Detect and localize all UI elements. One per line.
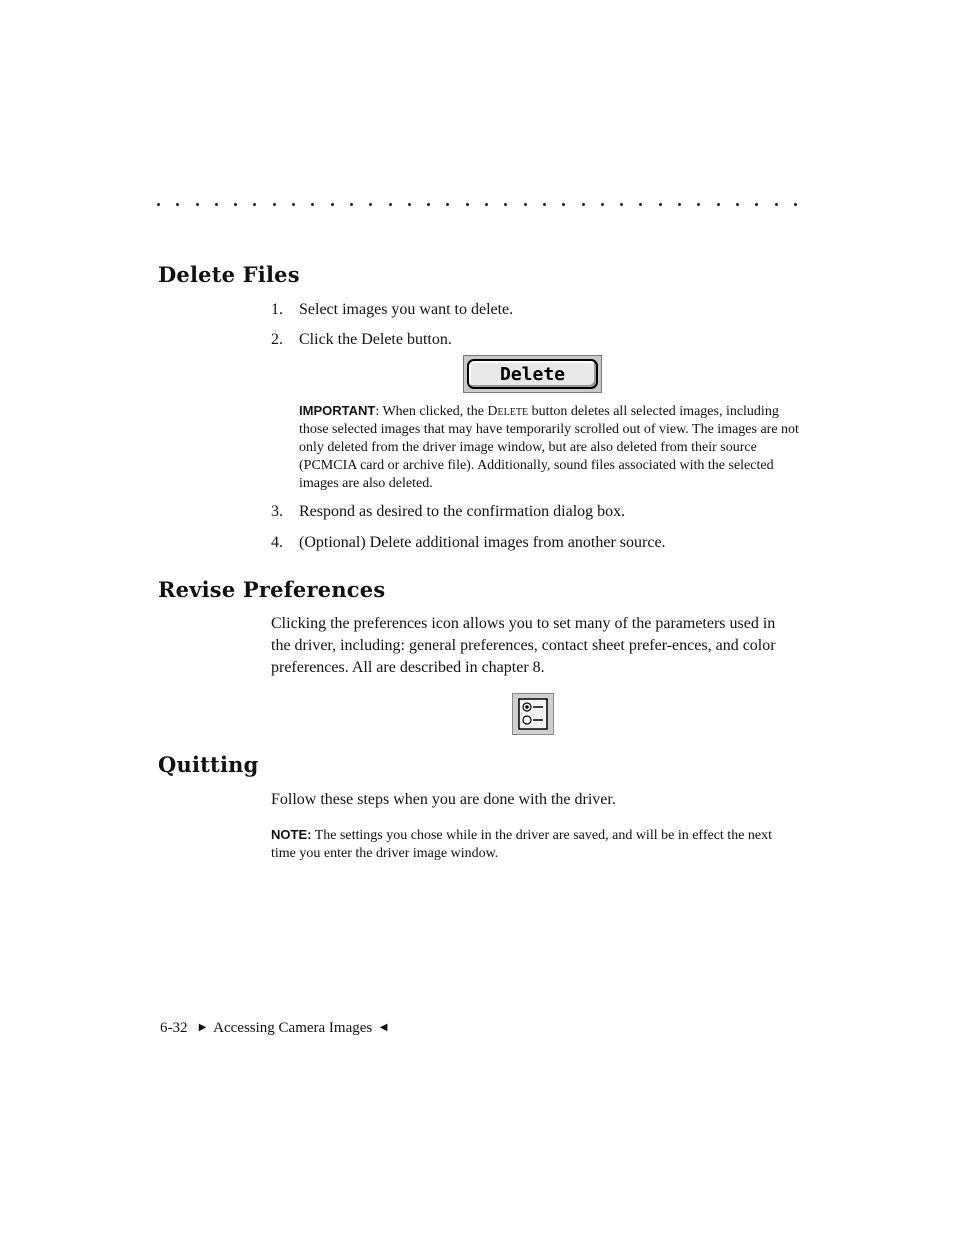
left-triangle-icon: ◀	[379, 1022, 388, 1033]
important-text-post: button deletes all selected images, including those selected images that may have temporarily scrolled out of view. The images are not only deleted from the driver image window, but are also deleted from their source (PCMCIA card or archive file). Additionally, sound files associated with the selected images are also deleted.	[299, 404, 799, 491]
important-note	[299, 402, 799, 493]
delete-reference: Delete	[487, 404, 529, 419]
heading-revise-preferences: Revise Preferences	[158, 577, 386, 602]
step-text: Select images you want to delete.	[299, 301, 514, 318]
preferences-paragraph: Clicking the preferences icon allows you to set many of the parameters used in the driver, including: general preferences, contact sheet prefer-ences, and color preferences. All are described in chapter 8.	[271, 615, 776, 676]
delete-button-illustration	[463, 355, 602, 393]
step-number: 1.	[271, 301, 283, 318]
delete-button-label: Delete	[467, 359, 598, 389]
page-footer	[160, 1018, 387, 1038]
right-triangle-icon: ▶	[198, 1022, 207, 1033]
step-text: Click the Delete button.	[299, 331, 452, 348]
heading-delete-files: Delete Files	[158, 262, 300, 287]
step-number: 4.	[271, 534, 283, 551]
step-text: (Optional) Delete additional images from another source.	[299, 534, 666, 551]
quitting-note	[271, 826, 796, 863]
preferences-icon	[512, 693, 554, 735]
important-label: IMPORTANT	[299, 403, 376, 418]
step-number: 2.	[271, 331, 283, 348]
important-text-pre: : When clicked, the	[375, 404, 488, 419]
note-text: The settings you chose while in the driver are saved, and will be in effect the next time you enter the driver image window.	[271, 828, 773, 861]
step-number: 3.	[271, 503, 283, 520]
dotted-rule	[157, 203, 797, 206]
step-text: Respond as desired to the confirmation dialog box.	[299, 503, 626, 520]
quitting-paragraph: Follow these steps when you are done with the driver.	[271, 791, 616, 808]
note-label: NOTE:	[271, 827, 312, 842]
page-number: 6-32	[160, 1020, 188, 1036]
chapter-title: Accessing Camera Images	[213, 1020, 373, 1036]
heading-quitting: Quitting	[158, 752, 259, 777]
